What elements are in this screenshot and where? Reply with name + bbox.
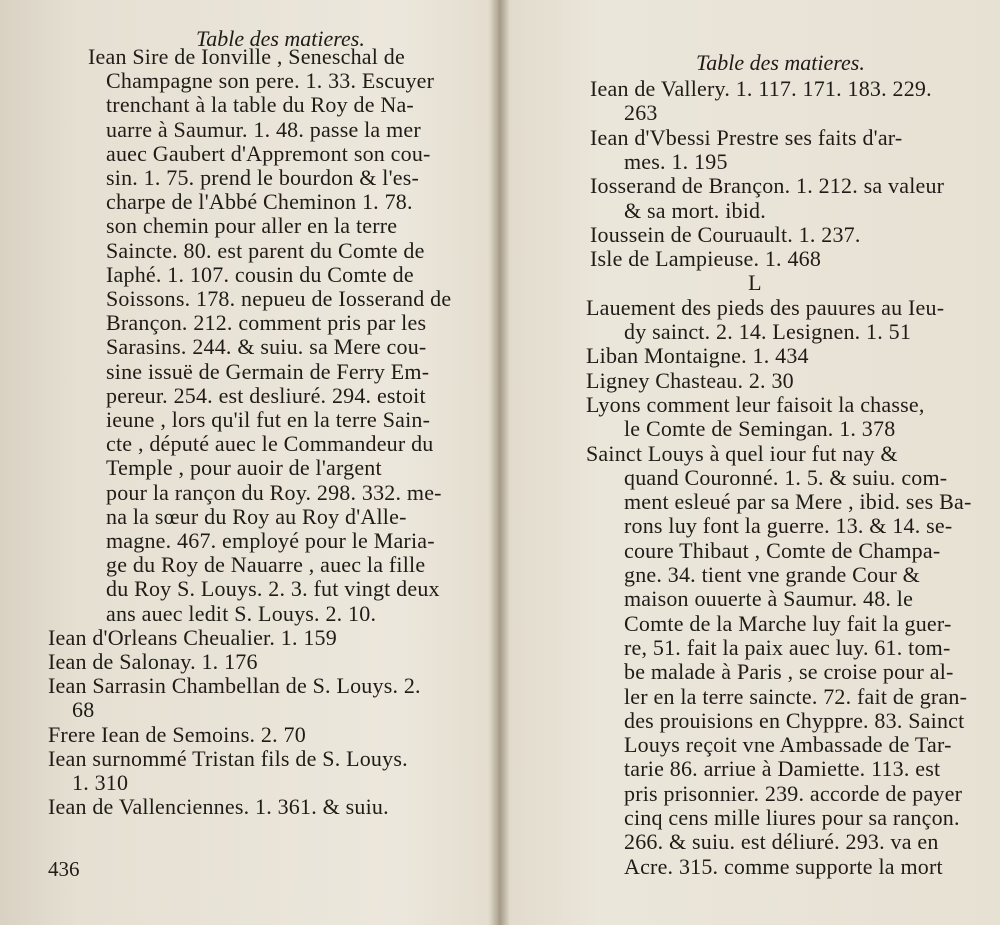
index-line: ment esleué par sa Mere , ibid. ses Ba- xyxy=(624,489,972,515)
index-line: ieune , lors qu'il fut en la terre Sain- xyxy=(106,407,431,432)
index-line: na la sœur du Roy au Roy d'Alle- xyxy=(106,503,407,529)
index-line: & sa mort. ibid. xyxy=(624,197,766,223)
index-line: 266. & suiu. est déliuré. 293. va en xyxy=(624,829,939,855)
index-line: mes. 1. 195 xyxy=(624,148,728,174)
index-line: le Comte de Semingan. 1. 378 xyxy=(624,416,896,442)
index-line: quand Couronné. 1. 5. & suiu. com- xyxy=(624,464,948,490)
index-line: Isle de Lampieuse. 1. 468 xyxy=(590,246,822,272)
index-line: re, 51. fait la paix auec luy. 61. tom- xyxy=(624,634,951,660)
index-line: auec Gaubert d'Appremont son cou- xyxy=(106,140,431,166)
index-line: pris prisonnier. 239. accorde de payer xyxy=(624,780,963,806)
right-page-text xyxy=(510,0,1000,925)
index-line: coure Thibaut , Comte de Champa- xyxy=(624,537,941,563)
index-line: cinq cens mille liures pour sa rançon. xyxy=(624,805,960,830)
index-line: be malade à Paris , se croise pour al- xyxy=(624,659,954,685)
index-line: tarie 86. arriue à Damiette. 113. est xyxy=(624,756,941,782)
index-line: magne. 467. employé pour le Maria- xyxy=(106,528,435,553)
index-line: ans auec ledit S. Louys. 2. 10. xyxy=(106,600,377,626)
right-page xyxy=(510,0,1000,925)
index-line: Sainct Louys à quel iour fut nay & xyxy=(586,440,898,466)
index-line: cte , député auec le Commandeur du xyxy=(106,431,434,457)
index-line: sine issuë de Germain de Ferry Em- xyxy=(106,358,430,384)
left-page xyxy=(0,0,490,925)
index-line: Iaphé. 1. 107. cousin du Comte de xyxy=(106,261,414,287)
left-page-text xyxy=(0,0,490,925)
index-line: ge du Roy de Nauarre , auec la fille xyxy=(106,552,426,578)
index-line: Iean d'Orleans Cheualier. 1. 159 xyxy=(48,624,337,650)
index-line: charpe de l'Abbé Cheminon 1. 78. xyxy=(106,189,413,215)
index-line: Iean de Salonay. 1. 176 xyxy=(48,649,258,674)
index-line: Iean de Vallery. 1. 117. 171. 183. 229. xyxy=(590,76,932,101)
index-line: gne. 34. tient vne grande Cour & xyxy=(624,562,920,587)
index-line: rons luy font la guerre. 13. & 14. se- xyxy=(624,513,953,539)
index-line: Louys reçoit vne Ambassade de Tar- xyxy=(624,732,952,758)
index-line: 1. 310 xyxy=(72,770,129,795)
index-line: L xyxy=(748,270,762,296)
index-line: ler en la terre saincte. 72. fait de gran- xyxy=(624,683,968,709)
index-line: Iean de Vallenciennes. 1. 361. & suiu. xyxy=(48,794,389,820)
index-line: Iean d'Vbessi Prestre ses faits d'ar- xyxy=(590,124,903,150)
index-line: Temple , pour auoir de l'argent xyxy=(106,455,382,481)
left-running-head: Table des matieres. xyxy=(196,26,365,51)
index-line: maison ouuerte à Saumur. 48. le xyxy=(624,586,914,612)
index-line: uarre à Saumur. 1. 48. passe la mer xyxy=(106,116,421,142)
index-line: Iean Sire de Ionville , Seneschal de xyxy=(88,44,405,69)
index-line: sin. 1. 75. prend le bourdon & l'es- xyxy=(106,165,420,190)
index-line: Frere Iean de Semoins. 2. 70 xyxy=(48,721,306,747)
page-number: 436 xyxy=(48,857,80,881)
index-line: Soissons. 178. nepueu de Iosserand de xyxy=(106,286,452,311)
index-line: Lyons comment leur faisoit la chasse, xyxy=(586,391,925,417)
right-running-head: Table des matieres. xyxy=(696,50,865,75)
index-line: Liban Montaigne. 1. 434 xyxy=(586,343,809,369)
index-line: 68 xyxy=(72,697,95,723)
index-line: Comte de la Marche luy fait la guer- xyxy=(624,610,952,636)
index-line: Ligney Chasteau. 2. 30 xyxy=(586,367,794,393)
index-line: pereur. 254. est desliuré. 294. estoit xyxy=(106,382,426,408)
book-gutter xyxy=(488,0,510,925)
index-line: Brançon. 212. comment pris par les xyxy=(106,310,427,336)
index-line: Saincte. 80. est parent du Comte de xyxy=(106,237,425,263)
index-line: Iean Sarrasin Chambellan de S. Louys. 2. xyxy=(48,673,421,699)
index-line: Iosserand de Brançon. 1. 212. sa valeur xyxy=(590,173,945,199)
index-line: trenchant à la table du Roy de Na- xyxy=(106,92,414,118)
index-line: dy sainct. 2. 14. Lesignen. 1. 51 xyxy=(624,319,912,344)
index-line: 263 xyxy=(624,100,658,126)
index-line: Sarasins. 244. & suiu. sa Mere cou- xyxy=(106,334,427,360)
index-line: Acre. 315. comme supporte la mort xyxy=(624,853,943,879)
index-line: du Roy S. Louys. 2. 3. fut vingt deux xyxy=(106,576,440,602)
index-line: Champagne son pere. 1. 33. Escuyer xyxy=(106,68,435,94)
index-line: son chemin pour aller en la terre xyxy=(106,213,398,239)
index-line: Ioussein de Couruault. 1. 237. xyxy=(590,221,861,247)
index-line: Lauement des pieds des pauures au Ieu- xyxy=(586,294,945,320)
index-line: Iean surnommé Tristan fils de S. Louys. xyxy=(48,745,408,771)
index-line: pour la rançon du Roy. 298. 332. me- xyxy=(106,479,442,505)
index-line: des prouisions en Chyppre. 83. Sainct xyxy=(624,707,965,733)
